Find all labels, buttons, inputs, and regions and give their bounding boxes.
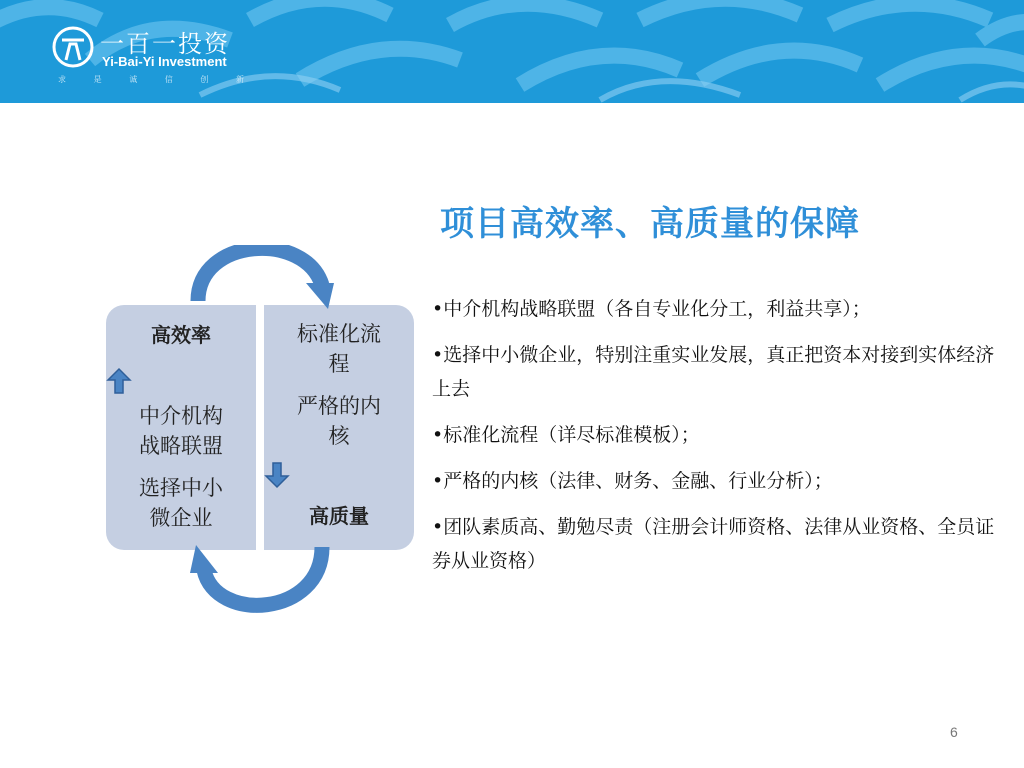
tagline-char: 诚 bbox=[129, 75, 138, 84]
bullet-item: •中介机构战略联盟（各自专业化分工，利益共享）； bbox=[432, 298, 871, 320]
logo-name-cn: 一百一投资 bbox=[100, 30, 230, 58]
cycle-diagram bbox=[100, 245, 430, 615]
logo-name-en: Yi-Bai-Yi Investment bbox=[102, 54, 227, 69]
cycle-arrows bbox=[100, 245, 430, 615]
right-box-line: 核 bbox=[328, 424, 350, 448]
right-box-line: 程 bbox=[328, 352, 350, 376]
tagline-char: 新 bbox=[235, 75, 244, 84]
right-box-line: 标准化流 bbox=[297, 322, 381, 346]
efficiency-heading: 高效率 bbox=[151, 323, 211, 347]
tagline-char: 是 bbox=[93, 75, 102, 84]
bullet-item: •选择中小微企业，特别注重实业发展，真正把资本对接到实体经济上去 bbox=[432, 344, 995, 400]
company-logo bbox=[52, 22, 252, 92]
bullet-item: •标准化流程（详尽标准模板）； bbox=[432, 424, 700, 446]
left-box-line: 战略联盟 bbox=[139, 434, 223, 458]
slide-header bbox=[0, 0, 1024, 103]
left-box-line: 微企业 bbox=[149, 506, 213, 530]
bullet-list bbox=[432, 292, 997, 590]
curved-arrow-bottom-icon bbox=[190, 545, 322, 605]
tagline-char: 求 bbox=[58, 75, 66, 84]
curved-arrow-top-icon bbox=[198, 248, 334, 309]
right-box-line: 严格的内 bbox=[297, 394, 381, 418]
tagline-char: 信 bbox=[164, 75, 173, 84]
bullet-item: •团队素质高、勤勉尽责（注册会计师资格、法律从业资格、全员证券从业资格） bbox=[432, 516, 995, 572]
slide-title: 项目高效率、高质量的保障 bbox=[440, 204, 860, 244]
quality-footer: 高质量 bbox=[309, 504, 369, 528]
tagline-char: 创 bbox=[200, 75, 209, 84]
logo-mark-icon bbox=[52, 26, 94, 68]
bullet-item: •严格的内核（法律、财务、金融、行业分析）； bbox=[432, 470, 833, 492]
logo-tagline bbox=[58, 74, 244, 85]
page-number: 6 bbox=[950, 724, 958, 740]
left-box-line: 选择中小 bbox=[139, 476, 223, 500]
left-box-line: 中介机构 bbox=[139, 404, 223, 428]
